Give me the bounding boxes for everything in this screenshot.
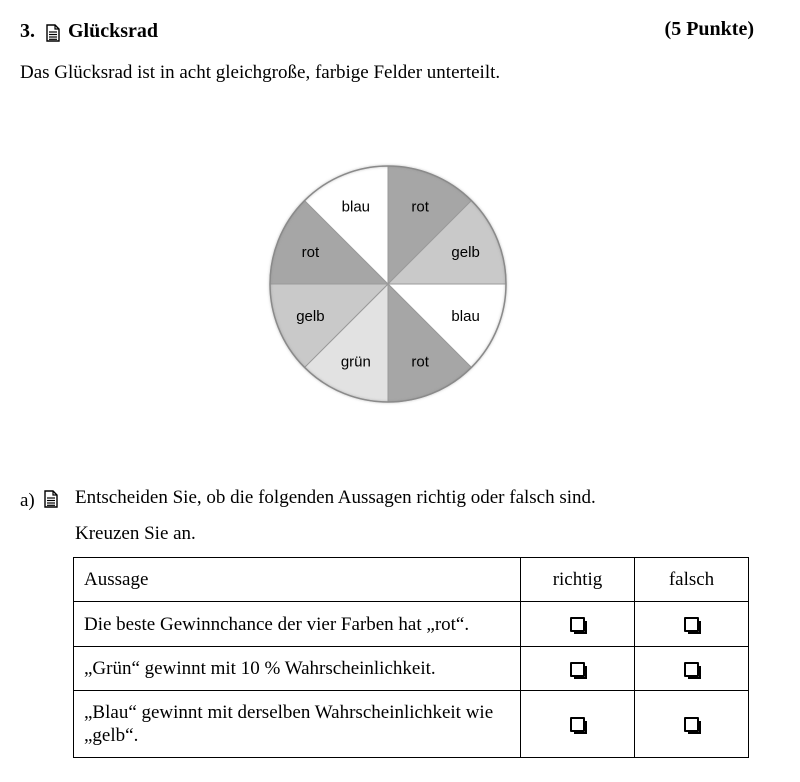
table-header-row: [74, 558, 749, 602]
false-cell: [635, 647, 749, 691]
true-cell: [521, 647, 635, 691]
table-row: [74, 647, 749, 691]
part-a-letter: a): [20, 490, 35, 511]
part-a-instruction-2: Kreuzen Sie an.: [75, 523, 196, 544]
document-icon: [46, 24, 60, 42]
true-cell: [521, 602, 635, 647]
task-title: Glücksrad: [68, 20, 159, 42]
checkbox-true[interactable]: [570, 717, 585, 732]
statement-text: Die beste Gewinnchance der vier Farben hat „rot“.: [74, 602, 521, 647]
checkbox-false[interactable]: [684, 717, 699, 732]
wheel-sector-label: rot: [301, 243, 320, 261]
statement-text: „Grün“ gewinnt mit 10 % Wahrscheinlichkeit.: [74, 647, 521, 691]
table-row: [74, 602, 749, 647]
true-cell: [521, 691, 635, 758]
header-true: richtig: [521, 558, 635, 602]
task-number: [20, 20, 35, 43]
checkbox-true[interactable]: [570, 617, 585, 632]
table-row: [74, 691, 749, 758]
checkbox-false[interactable]: [684, 617, 699, 632]
wheel-sector-label: rot: [411, 353, 429, 371]
header-false: falsch: [635, 558, 749, 602]
checkbox-true[interactable]: [570, 662, 585, 677]
statements-table: [73, 557, 749, 758]
header-statement: Aussage: [74, 558, 521, 602]
part-a-instruction: Entscheiden Sie, ob die folgenden Aussagen richtig oder falsch sind.: [75, 487, 596, 508]
prize-wheel: [266, 162, 510, 406]
wheel-sector-label: gelb: [451, 243, 480, 261]
intro-text: Das Glücksrad ist in acht gleichgroße, farbige Felder unterteilt.: [20, 62, 501, 83]
false-cell: [635, 691, 749, 758]
statement-text: „Blau“ gewinnt mit derselben Wahrscheinlichkeit wie „gelb“.: [74, 691, 521, 758]
wheel-sector-label: grün: [340, 353, 371, 371]
document-icon: [44, 490, 58, 508]
task-number-text: 3.: [20, 20, 35, 42]
wheel-sector-label: blau: [341, 198, 371, 216]
false-cell: [635, 602, 749, 647]
wheel-sector-label: blau: [451, 308, 480, 326]
checkbox-false[interactable]: [684, 662, 699, 677]
wheel-sector-label: gelb: [296, 308, 325, 326]
task-header: [20, 20, 760, 48]
wheel-sector-label: rot: [411, 198, 429, 216]
task-points: (5 Punkte): [664, 18, 754, 40]
